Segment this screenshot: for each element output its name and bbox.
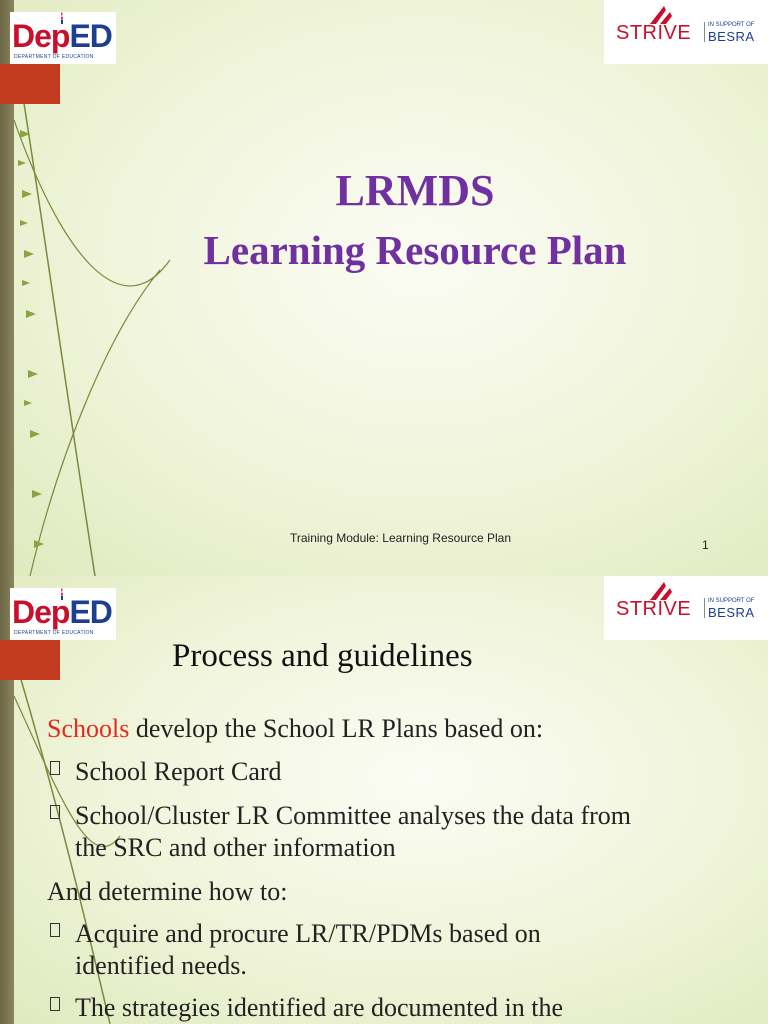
strive-logo <box>604 576 768 640</box>
strive-separator <box>704 598 705 618</box>
deped-wordmark: DepED <box>12 594 112 630</box>
slide-2 <box>0 576 768 1024</box>
bullet-a-2: School/Cluster LR Committee analyses the data from <box>75 801 632 830</box>
page-number: 1 <box>702 538 709 552</box>
strive-tagline: IN SUPPORT OF <box>708 22 755 28</box>
deped-subtitle: DEPARTMENT OF EDUCATION <box>14 54 94 60</box>
slide-title-line1: LRMDS <box>335 166 495 215</box>
bullet-b-1: Acquire and procure LR/TR/PDMs based on <box>75 919 541 948</box>
slide-footer: Training Module: Learning Resource Plan <box>290 531 512 545</box>
bullet-icon <box>50 761 60 775</box>
strive-separator <box>704 22 705 42</box>
intro-highlight: Schools <box>47 714 130 743</box>
slide-title: Process and guidelines <box>172 638 473 674</box>
bullet-b-1-cont: identified needs. <box>75 951 247 980</box>
bullet-a-1: School Report Card <box>75 757 282 786</box>
besra-wordmark: BESRA <box>708 29 755 44</box>
deped-logo <box>10 588 116 640</box>
deped-wordmark: DepED <box>12 18 112 54</box>
strive-wordmark: STRIVE <box>616 598 692 620</box>
deped-subtitle: DEPARTMENT OF EDUCATION <box>14 630 94 636</box>
slide-title-line2: Learning Resource Plan <box>203 227 627 273</box>
bullet-b-2: The strategies identified are documented in the <box>75 993 564 1022</box>
deped-logo <box>10 12 116 64</box>
intro-rest: develop the School LR Plans based on: <box>129 714 544 743</box>
bullet-a-2-cont: the SRC and other information <box>75 833 396 862</box>
bullet-icon <box>50 805 60 819</box>
strive-logo <box>604 0 768 64</box>
strive-tagline: IN SUPPORT OF <box>708 598 755 604</box>
intro-line <box>47 714 543 744</box>
besra-wordmark: BESRA <box>708 605 755 620</box>
strive-wordmark: STRIVE <box>616 22 692 44</box>
and-determine-line: And determine how to: <box>47 877 288 906</box>
red-tab <box>0 64 60 104</box>
bullet-icon <box>50 923 60 937</box>
bullet-icon <box>50 997 60 1011</box>
red-tab <box>0 640 60 680</box>
